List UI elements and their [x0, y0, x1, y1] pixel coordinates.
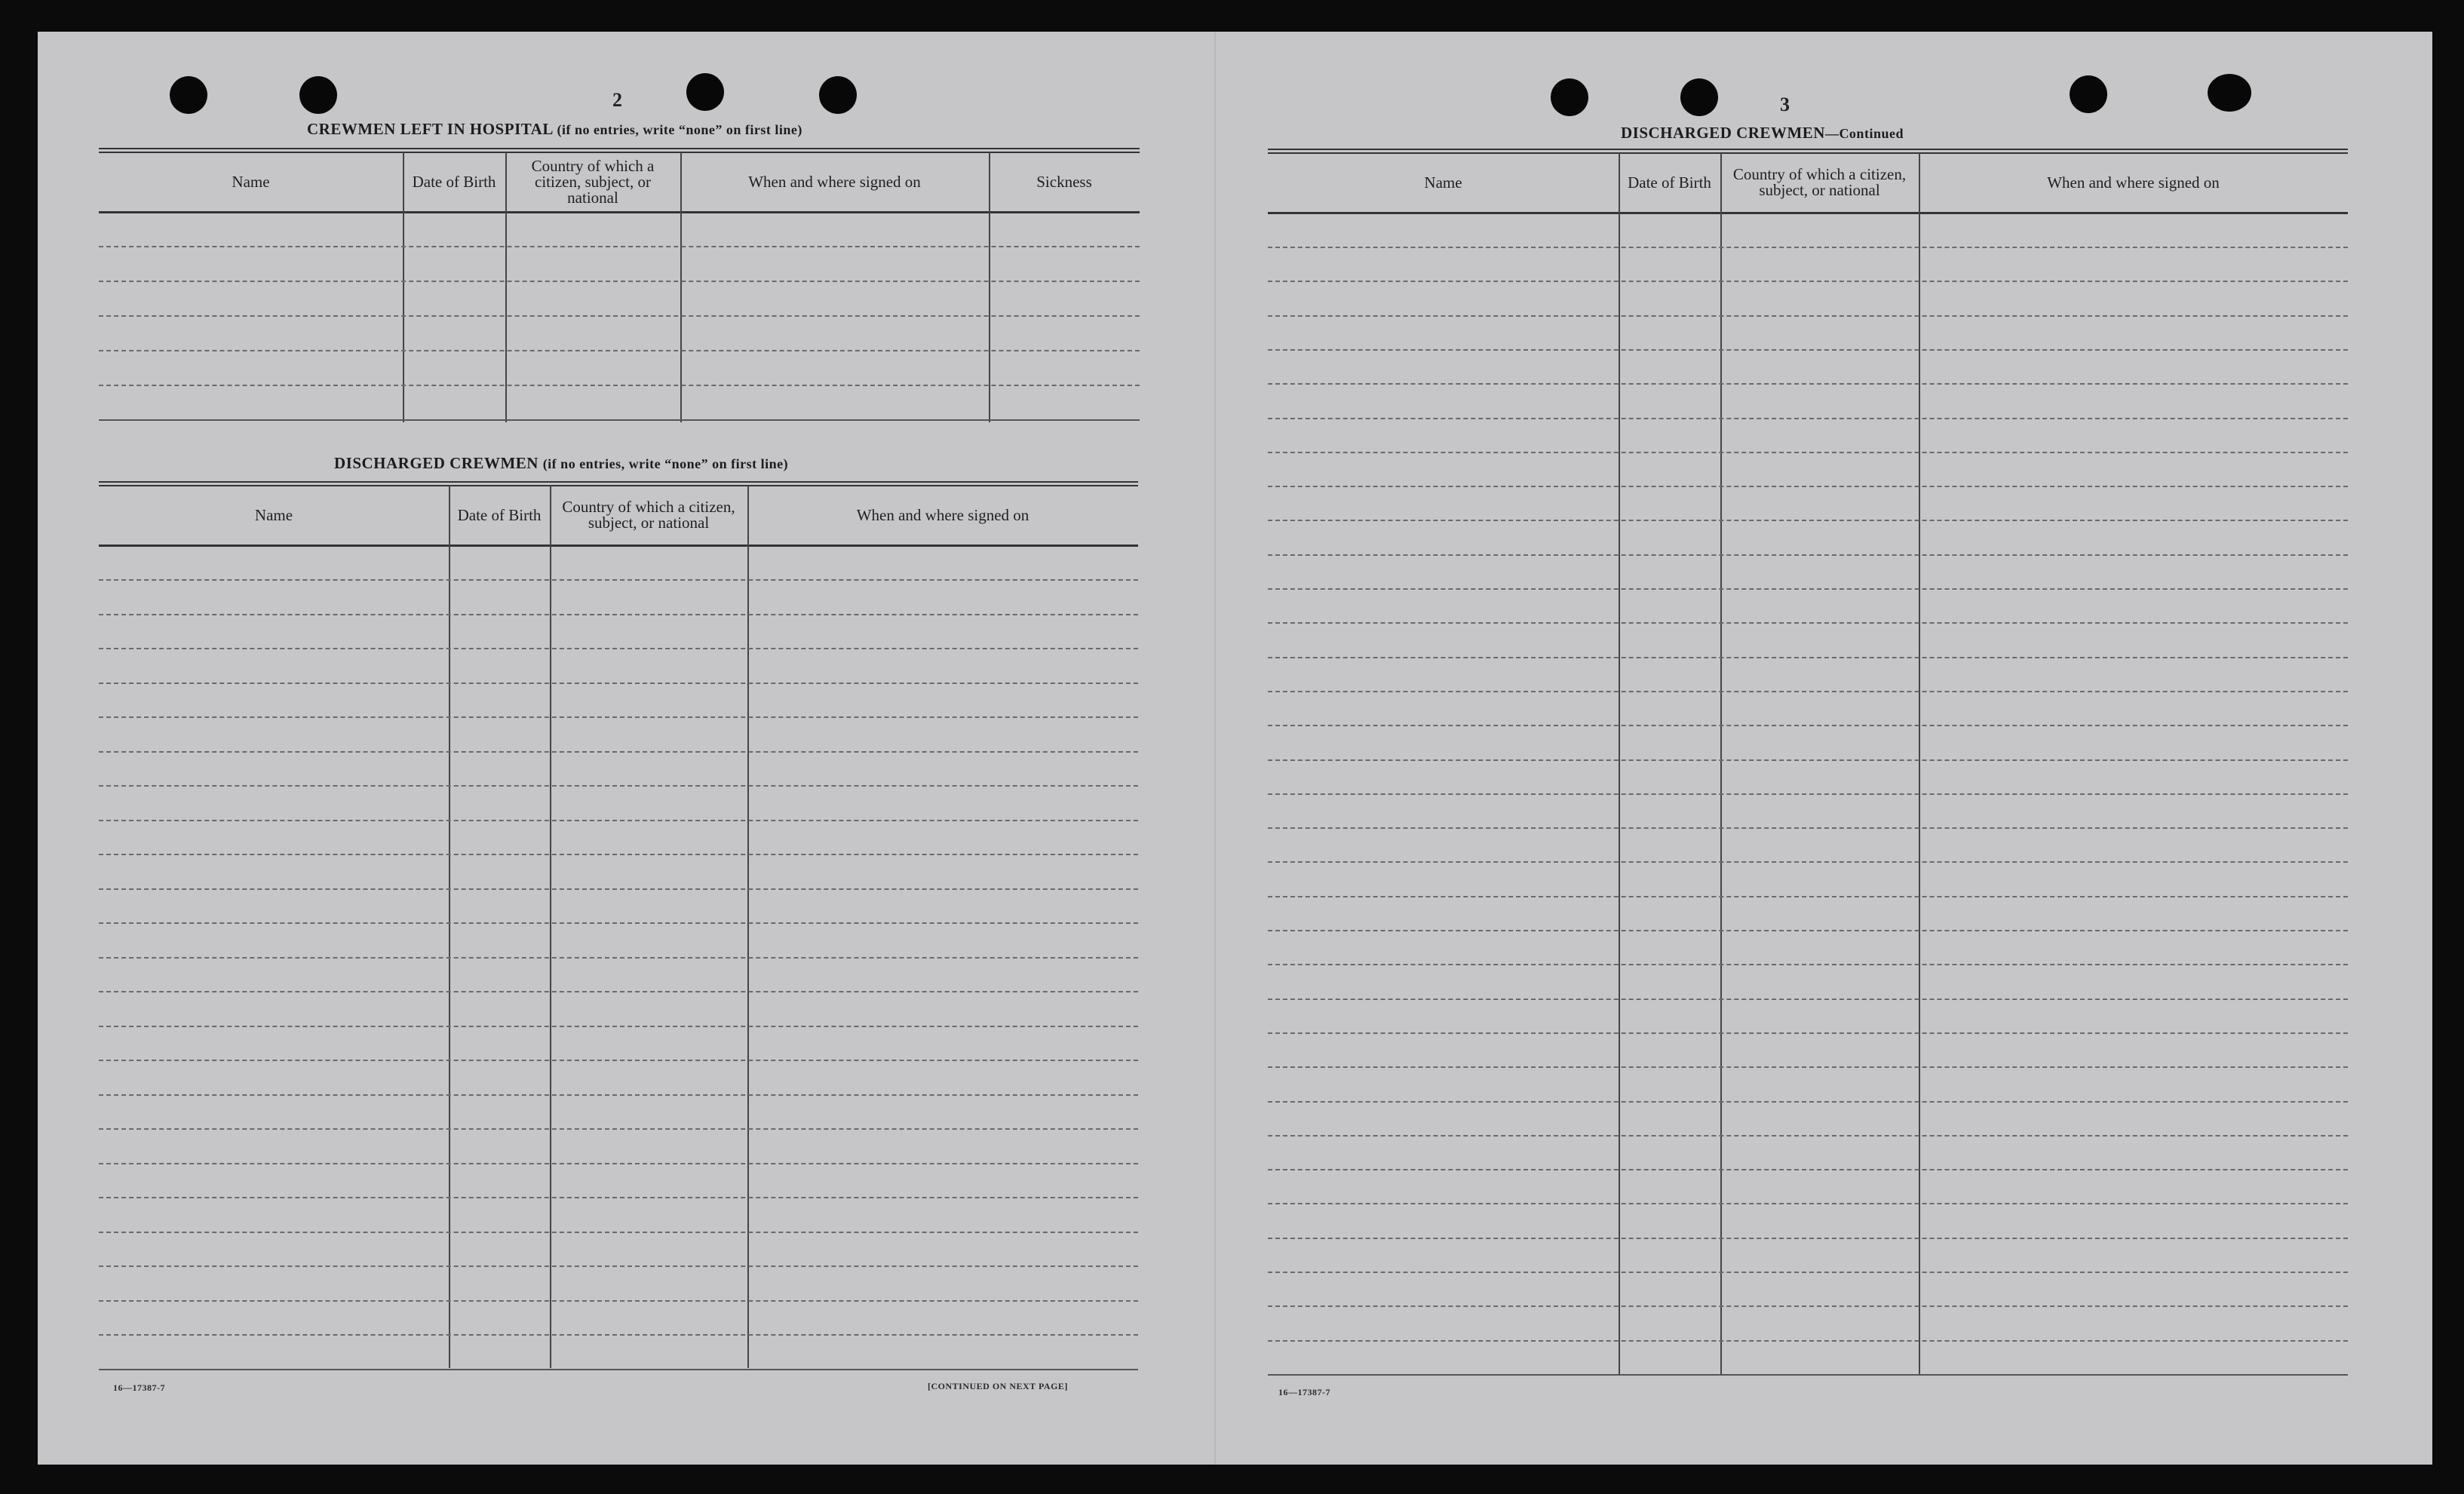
entry-line[interactable] [99, 922, 1138, 924]
discharged-table [99, 481, 1138, 1371]
column-header-date-of-birth: Date of Birth [412, 172, 496, 191]
entry-line[interactable] [1268, 1135, 2348, 1137]
continued-note: [CONTINUED ON NEXT PAGE] [928, 1381, 1068, 1391]
entry-line[interactable] [99, 246, 1140, 247]
entry-line[interactable] [1268, 588, 2348, 590]
entry-line[interactable] [99, 648, 1138, 649]
entry-line[interactable] [1268, 418, 2348, 419]
entry-line[interactable] [99, 854, 1138, 855]
punch-hole [1680, 78, 1718, 116]
entry-line[interactable] [1268, 793, 2348, 795]
entry-line[interactable] [1268, 1272, 2348, 1273]
column-header-country: Country of which a citizen, subject, or national [1732, 165, 1907, 199]
punch-hole [299, 76, 337, 114]
column-header-when-where: When and where signed on [2047, 173, 2220, 192]
entry-line[interactable] [99, 1128, 1138, 1130]
column-header-when-where: When and where signed on [748, 172, 921, 191]
entry-line[interactable] [1268, 657, 2348, 658]
entry-line[interactable] [99, 614, 1138, 615]
column-header-sickness: Sickness [1036, 172, 1092, 191]
entry-line[interactable] [1268, 861, 2348, 863]
entry-line[interactable] [1268, 281, 2348, 282]
entry-line[interactable] [1268, 1066, 2348, 1068]
entry-line[interactable] [99, 419, 1140, 421]
column-header-date-of-birth: Date of Birth [1628, 173, 1711, 192]
entry-line[interactable] [1268, 554, 2348, 556]
page-number-right: 3 [1780, 94, 1790, 115]
entry-line[interactable] [99, 1094, 1138, 1096]
entry-line[interactable] [1268, 1203, 2348, 1204]
discharged-continued-table-header [1268, 153, 2348, 214]
hospital-section-title: CREWMEN LEFT IN HOSPITAL (if no entries, write “none” on first line) [307, 120, 802, 138]
column-header-name: Name [1424, 173, 1462, 192]
entry-line[interactable] [99, 683, 1138, 684]
punch-hole [1551, 78, 1588, 116]
entry-line[interactable] [99, 1232, 1138, 1233]
entry-line[interactable] [99, 1265, 1138, 1267]
entry-line[interactable] [99, 785, 1138, 787]
entry-line[interactable] [99, 385, 1140, 386]
entry-line[interactable] [1268, 247, 2348, 248]
punch-hole [819, 76, 857, 114]
entry-line[interactable] [1268, 1101, 2348, 1103]
discharged-continued-table [1268, 149, 2348, 1379]
entry-line[interactable] [1268, 1032, 2348, 1034]
entry-line[interactable] [99, 1060, 1138, 1061]
column-header-country: Country of which a citizen, subject, or national [562, 498, 735, 532]
entry-line[interactable] [99, 350, 1140, 351]
entry-line[interactable] [99, 281, 1140, 282]
discharged-table-header [99, 486, 1138, 547]
page-number-left: 2 [612, 89, 622, 111]
entry-line[interactable] [1268, 315, 2348, 317]
punch-hole [170, 76, 207, 114]
entry-line[interactable] [1268, 520, 2348, 521]
form-number-left: 16—17387-7 [113, 1382, 165, 1393]
entry-line[interactable] [1268, 691, 2348, 692]
hospital-table-header [99, 152, 1140, 213]
entry-line[interactable] [99, 991, 1138, 992]
entry-line[interactable] [1268, 452, 2348, 453]
entry-line[interactable] [1268, 622, 2348, 624]
entry-line[interactable] [1268, 1238, 2348, 1239]
entry-line[interactable] [99, 1163, 1138, 1164]
entry-line[interactable] [99, 820, 1138, 821]
column-header-when-where: When and where signed on [856, 505, 1029, 524]
entry-line[interactable] [1268, 759, 2348, 761]
entry-line[interactable] [99, 315, 1140, 317]
entry-line[interactable] [99, 888, 1138, 890]
form-sheet [38, 32, 2432, 1465]
discharged-continued-title: DISCHARGED CREWMEN—Continued [1621, 124, 1904, 142]
punch-hole [2208, 74, 2251, 112]
page-fold [1214, 32, 1216, 1465]
entry-line[interactable] [1268, 827, 2348, 829]
entry-line[interactable] [99, 1300, 1138, 1302]
entry-line[interactable] [99, 751, 1138, 753]
form-number-right: 16—17387-7 [1278, 1387, 1330, 1397]
entry-line[interactable] [1268, 1374, 2348, 1376]
entry-line[interactable] [1268, 1340, 2348, 1342]
entry-line[interactable] [1268, 349, 2348, 351]
entry-line[interactable] [99, 1026, 1138, 1027]
entry-line[interactable] [99, 1197, 1138, 1198]
discharged-section-title: DISCHARGED CREWMEN (if no entries, write “none” on first line) [334, 454, 789, 472]
entry-line[interactable] [99, 1369, 1138, 1370]
entry-line[interactable] [1268, 999, 2348, 1000]
entry-line[interactable] [1268, 1305, 2348, 1307]
column-header-date-of-birth: Date of Birth [457, 505, 542, 524]
punch-hole [686, 73, 724, 111]
entry-line[interactable] [99, 1334, 1138, 1336]
column-header-name: Name [254, 505, 293, 524]
entry-line[interactable] [1268, 896, 2348, 897]
entry-line[interactable] [1268, 383, 2348, 385]
entry-line[interactable] [1268, 486, 2348, 487]
entry-line[interactable] [1268, 1169, 2348, 1170]
punch-hole [2070, 75, 2107, 113]
entry-line[interactable] [1268, 930, 2348, 931]
entry-line[interactable] [1268, 964, 2348, 965]
column-header-name: Name [232, 172, 270, 191]
entry-line[interactable] [1268, 725, 2348, 726]
entry-line[interactable] [99, 579, 1138, 581]
entry-line[interactable] [99, 957, 1138, 959]
entry-line[interactable] [99, 716, 1138, 718]
column-header-country: Country of which a citizen, subject, or national [531, 156, 655, 207]
hospital-table [99, 148, 1140, 427]
